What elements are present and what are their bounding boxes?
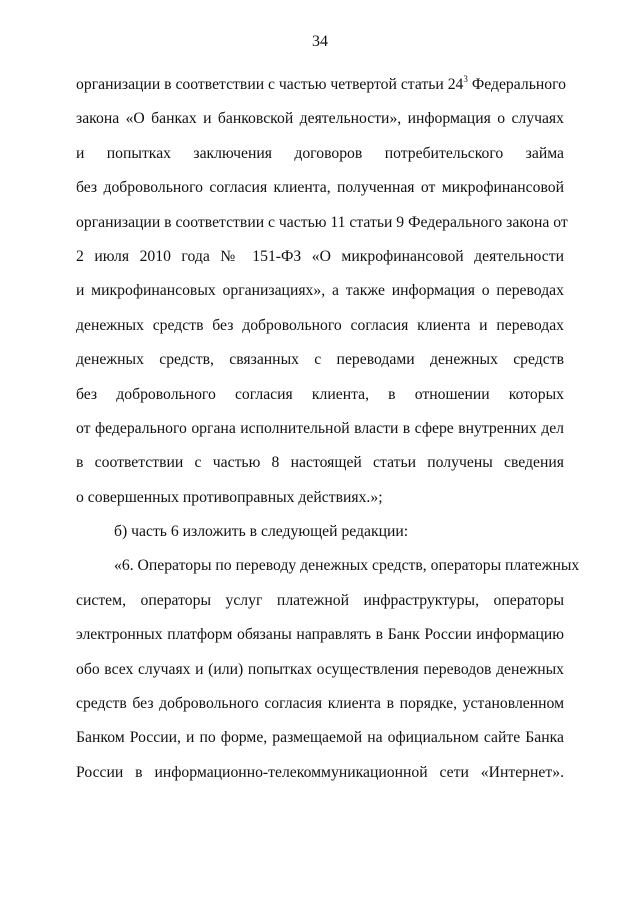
text-line-9: денежных средств, связанных с переводами денежных средств — [76, 351, 564, 369]
text-line-21: России в информационно-телекоммуникационной сети «Интернет». — [76, 763, 564, 781]
text-line-10: без добровольного согласия клиента, в отношении которых — [76, 385, 564, 403]
text-line-5: организации в соответствии с частью 11 статьи 9 Федерального закона от — [76, 213, 568, 231]
text-line-6: 2 июля 2010 года № 151-ФЗ «О микрофинансовой деятельности — [76, 247, 564, 265]
text-line-17: электронных платформ обязаны направлять в Банк России информацию — [76, 626, 564, 644]
text-line-11: от федерального органа исполнительной власти в сфере внутренних дел — [76, 419, 564, 437]
text-line-15: «6. Операторы по переводу денежных средств, операторы платежных — [114, 557, 580, 575]
text-line-12: в соответствии с частью 8 настоящей статьи получены сведения — [76, 454, 564, 472]
text-line-16: систем, операторы услуг платежной инфраструктуры, операторы — [76, 591, 564, 609]
page-number: 34 — [312, 33, 328, 50]
text-line-2: закона «О банках и банковской деятельности», информация о случаях — [76, 110, 564, 128]
text-line-20: Банком России, и по форме, размещаемой на официальном сайте Банка — [76, 729, 564, 747]
text-line-18: обо всех случаях и (или) попытках осуществления переводов денежных — [76, 660, 564, 678]
text-line-19: средств без добровольного согласия клиента в порядке, установленном — [76, 695, 564, 713]
text-line-7: и микрофинансовых организациях», а также информация о переводах — [76, 282, 564, 300]
text-line-13: о совершенных противоправных действиях.»; — [76, 488, 383, 506]
text-line-14: б) часть 6 изложить в следующей редакции: — [114, 523, 409, 541]
text-line-8: денежных средств без добровольного согласия клиента и переводах — [76, 316, 564, 334]
text-line-1: организации в соответствии с частью четвертой статьи $24^3$ Федерального — [76, 74, 566, 93]
superscript: 3 — [463, 74, 468, 84]
body-text — [76, 68, 580, 790]
text-line-4: без добровольного согласия клиента, полученная от микрофинансовой — [76, 179, 564, 197]
text-line-3: и попытках заключения договоров потребительского займа — [76, 144, 564, 162]
